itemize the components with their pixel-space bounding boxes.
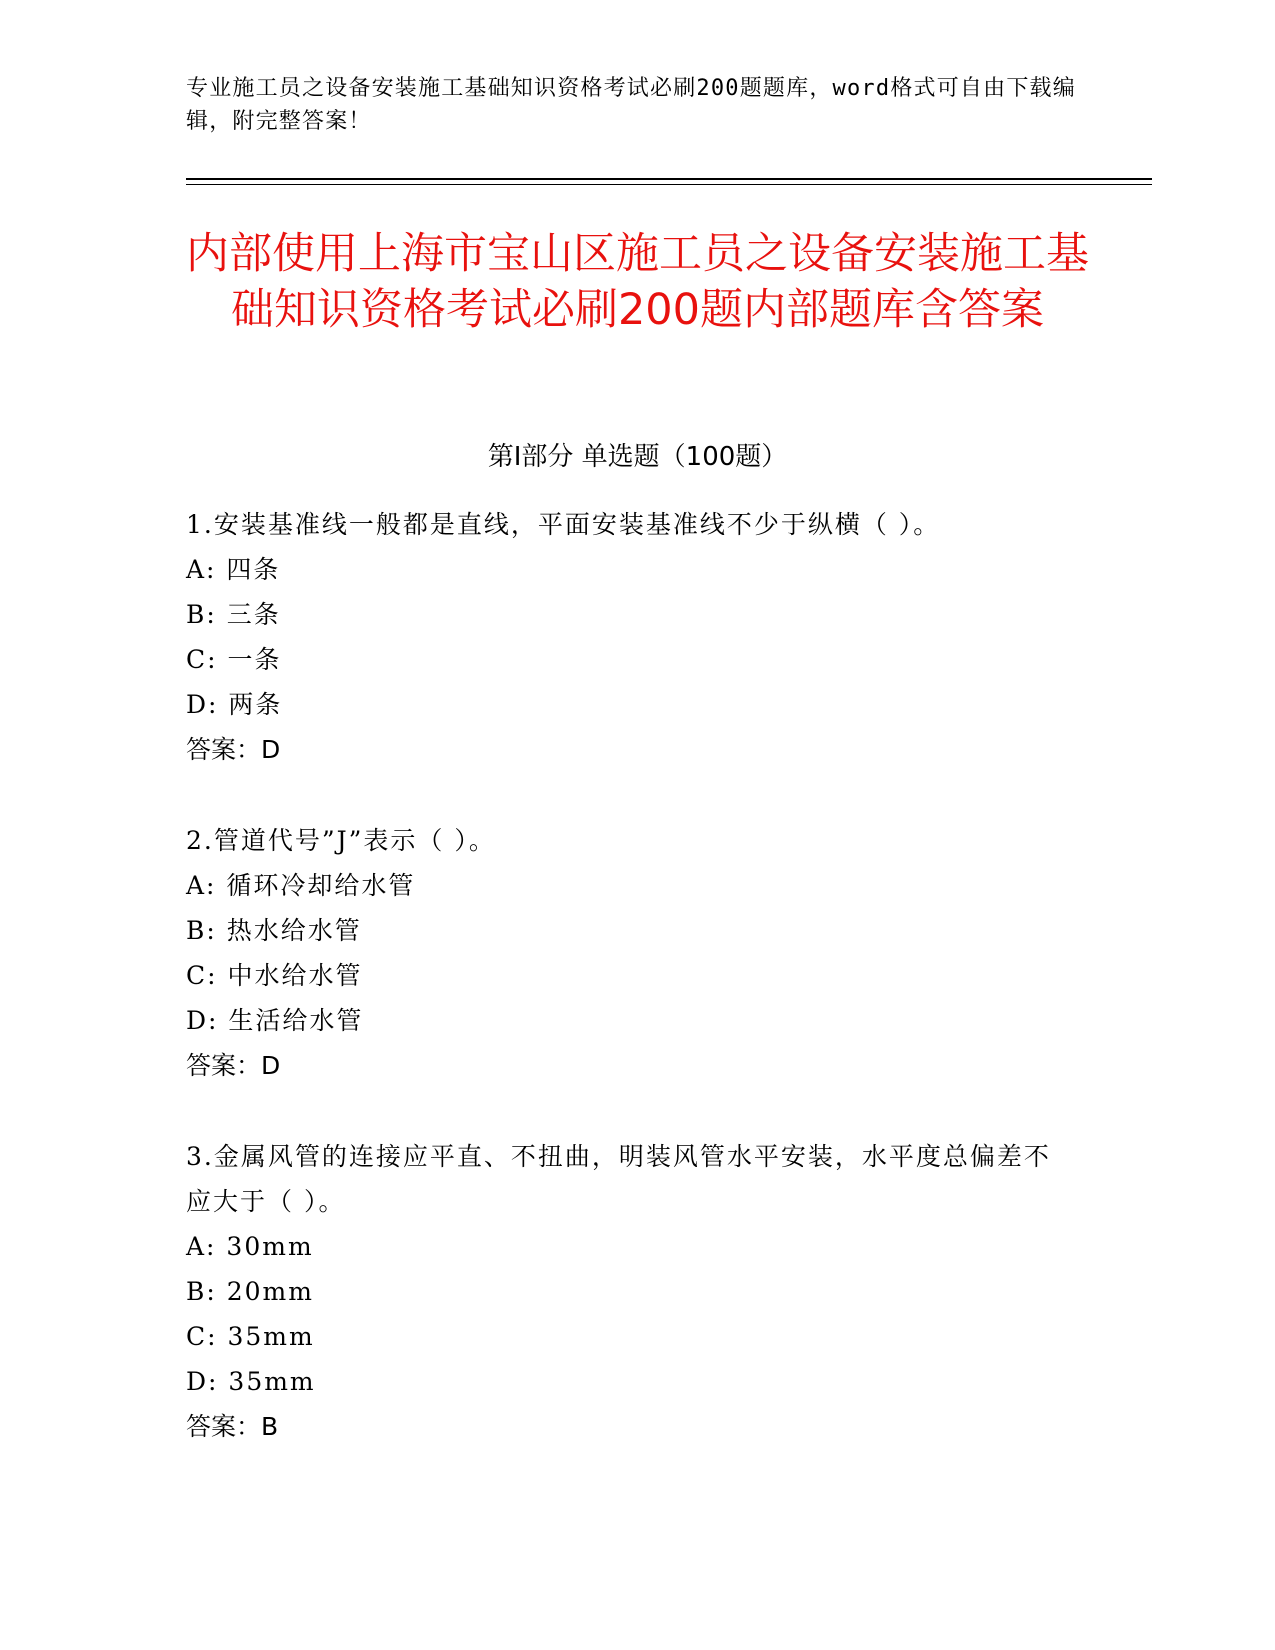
option-d: D: 生活给水管 [186,1006,364,1035]
option-c: C: 35mm [186,1322,315,1351]
header-divider-thin [186,184,1152,185]
header-divider-thick [186,178,1152,180]
document-title: 内部使用上海市宝山区施工员之设备安装施工基础知识资格考试必刷200题内部题库含答案 [186,229,1089,335]
option-c: C: 一条 [186,645,282,674]
header-note: 专业施工员之设备安装施工基础知识资格考试必刷200题题库，word格式可自由下载编辑，附完整答案！ [186,76,1076,134]
answer-line: 答案：B [186,1412,279,1441]
option-b: B: 三条 [186,600,281,629]
option-a: A: 四条 [186,555,281,584]
question-2 [186,818,1066,1088]
section-heading: 第I部分 单选题（100题） [487,442,788,472]
answer-line: 答案：D [186,1051,281,1080]
question-text: 3.金属风管的连接应平直、不扭曲，明装风管水平安装，水平度总偏差不应大于（ ）。 [186,1142,1051,1216]
option-d: D: 两条 [186,690,283,719]
question-1 [186,502,1066,772]
question-3 [186,1134,1066,1449]
answer-line: 答案：D [186,735,281,764]
question-text: 2.管道代号”J”表示（ ）。 [186,826,496,855]
option-a: A: 循环冷却给水管 [186,871,416,900]
option-a: A: 30mm [186,1232,314,1261]
option-b: B: 20mm [186,1277,314,1306]
option-b: B: 热水给水管 [186,916,362,945]
option-d: D: 35mm [186,1367,316,1396]
option-c: C: 中水给水管 [186,961,363,990]
question-text: 1.安装基准线一般都是直线，平面安装基准线不少于纵横（ ）。 [186,510,941,539]
